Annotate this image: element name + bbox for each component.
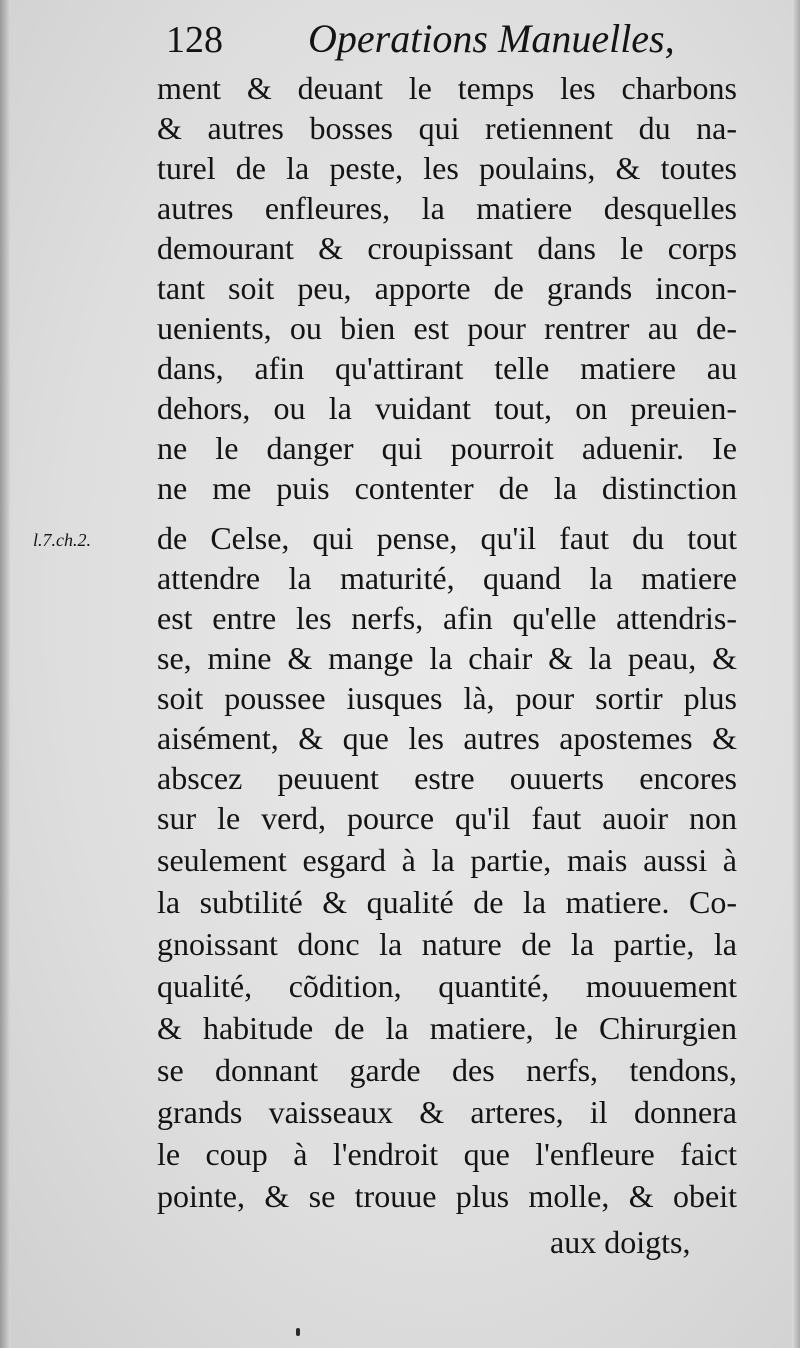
text-line: soit poussee iusques là, pour sortir plus: [157, 680, 737, 716]
text-line: demourant & croupissant dans le corps: [157, 230, 737, 266]
text-line: attendre la maturité, quand la matiere: [157, 560, 737, 596]
ink-speck: [296, 1328, 300, 1336]
text-line: seulement esgard à la partie, mais aussi à: [157, 842, 737, 878]
text-line: & habitude de la matiere, le Chirurgien: [157, 1010, 737, 1046]
text-line: le coup à l'endroit que l'enfleure faict: [157, 1136, 737, 1172]
text-line: dehors, ou la vuidant tout, on preuien-: [157, 390, 737, 426]
text-line: autres enfleures, la matiere desquelles: [157, 190, 737, 226]
text-line: ment & deuant le temps les charbons: [157, 70, 737, 106]
text-line: & autres bosses qui retiennent du na-: [157, 110, 737, 146]
page-number: 128: [166, 19, 223, 61]
page-edge-shadow: [792, 0, 800, 1348]
text-line: se, mine & mange la chair & la peau, &: [157, 640, 737, 676]
text-line: ne me puis contenter de la distinction: [157, 470, 737, 506]
text-line: ne le danger qui pourroit aduenir. Ie: [157, 430, 737, 466]
text-line: la subtilité & qualité de la matiere. Co-: [157, 884, 737, 920]
catchword: aux doigts,: [550, 1224, 691, 1260]
text-line: aisément, & que les autres apostemes &: [157, 720, 737, 756]
text-line: de Celse, qui pense, qu'il faut du tout: [157, 520, 737, 556]
margin-note: l.7.ch.2.: [33, 530, 91, 550]
text-line: turel de la peste, les poulains, & toutes: [157, 150, 737, 186]
text-line: est entre les nerfs, afin qu'elle attendris-: [157, 600, 737, 636]
page-gutter-shadow: [0, 0, 10, 1348]
text-line: tant soit peu, apporte de grands incon-: [157, 270, 737, 306]
text-line: abscez peuuent estre ouuerts encores: [157, 760, 737, 796]
text-line: pointe, & se trouue plus molle, & obeit: [157, 1178, 737, 1214]
text-line: uenients, ou bien est pour rentrer au de-: [157, 310, 737, 346]
text-line: gnoissant donc la nature de la partie, la: [157, 926, 737, 962]
text-line: dans, afin qu'attirant telle matiere au: [157, 350, 737, 386]
running-title: Operations Manuelles,: [308, 16, 675, 61]
text-line: qualité, cõdition, quantité, mouuement: [157, 968, 737, 1004]
text-line: se donnant garde des nerfs, tendons,: [157, 1052, 737, 1088]
text-line: sur le verd, pource qu'il faut auoir non: [157, 800, 737, 836]
text-line: grands vaisseaux & arteres, il donnera: [157, 1094, 737, 1130]
